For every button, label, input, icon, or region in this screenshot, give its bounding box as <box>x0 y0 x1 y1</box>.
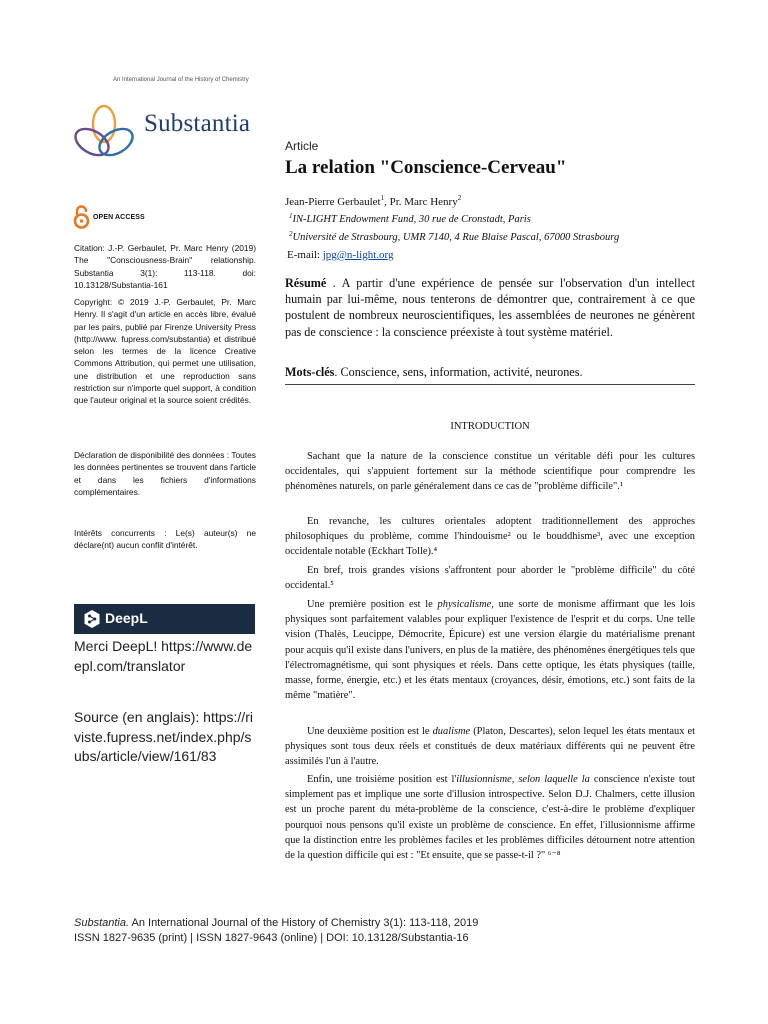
keywords-label: Mots-clés <box>285 365 335 379</box>
body-paragraph: En revanche, les cultures orientales adoptent traditionnellement des approches philosophiques du problème, comme l'hindouisme² ou le bouddhisme³, avec une exception occidentale notable (Eckhart Tolle).⁴ <box>285 516 695 558</box>
journal-tagline: An International Journal of the History of Chemistry <box>113 77 249 83</box>
keywords-divider <box>285 384 695 385</box>
deepl-banner <box>74 604 255 634</box>
body-paragraph: Sachant que la nature de la conscience constitue un véritable défi pour les cultures occidentales, qui s'appuient fortement sur la méthode scientifique pour comprendre les phénomènes naturels, on parle généralement dans ce cas de "problème difficile".¹ <box>285 451 695 493</box>
open-access-label: OPEN ACCESS <box>93 214 145 221</box>
citation-note: Citation: J.-P. Gerbaulet, Pr. Marc Henry (2019) The "Consciousness-Brain" relationship. Substantia 3(1): 113-118. doi: 10.13128/Substantia-161 <box>74 243 256 290</box>
author-name: Jean-Pierre Gerbaulet <box>285 196 381 208</box>
affiliation-marker: 1 <box>380 194 385 202</box>
affiliation-2 <box>289 232 619 243</box>
abstract <box>285 275 695 340</box>
body-paragraph <box>285 772 695 863</box>
email-link[interactable]: jpg@n-light.org <box>322 249 394 261</box>
affiliation-1 <box>289 214 531 225</box>
abstract-label: Résumé <box>285 276 327 290</box>
article-title: La relation "Conscience-Cerveau" <box>285 157 567 178</box>
section-heading: INTRODUCTION <box>450 421 530 432</box>
email-label: E-mail: <box>287 249 323 261</box>
paragraph-text: Une deuxième position est le <box>307 726 433 737</box>
author-name: , Pr. Marc Henry <box>384 196 458 208</box>
keywords <box>285 365 695 380</box>
body-paragraph: En bref, trois grandes visions s'affrontent pour aborder le "problème difficile" du côté occidental.⁵ <box>285 565 695 592</box>
email-line <box>287 249 393 261</box>
paragraph-text: (Platon, Descartes), selon lequel les états mentaux et physiques sont tous deux réels et constitués de deux matériaux différents qui ne peuvent être assimilés l'un à l'autre. <box>285 726 695 768</box>
competing-interests-note: Intérêts concurrents : Le(s) auteur(s) ne déclare(nt) aucun conflit d'intérêt. <box>74 528 256 551</box>
affiliation-text: IN-LIGHT Endowment Fund, 30 rue de Cronstadt, Paris <box>292 214 531 225</box>
affiliation-marker: 2 <box>289 230 293 238</box>
body-paragraph <box>285 724 695 770</box>
article-type-label: Article <box>285 139 319 153</box>
open-access-lock-icon <box>73 205 90 229</box>
substantia-logo-icon <box>72 104 136 160</box>
keywords-text: . Conscience, sens, information, activité, neurones. <box>334 365 583 379</box>
footer-journal-line <box>74 916 478 931</box>
body-paragraph <box>285 597 695 703</box>
emphasis-term: illusionnisme, selon laquelle la <box>456 774 590 785</box>
source-link[interactable]: Source (en anglais): https://riviste.fupress.net/index.php/subs/article/view/161/83 <box>74 709 253 764</box>
author-list <box>285 196 461 208</box>
footer-journal-name: Substantia. <box>74 917 130 929</box>
affiliation-marker: 1 <box>289 212 293 220</box>
deepl-logo-icon <box>84 610 100 628</box>
affiliation-text: Université de Strasbourg, UMR 7140, 4 Rue Blaise Pascal, 67000 Strasbourg <box>292 232 620 243</box>
emphasis-term: dualisme <box>432 726 471 737</box>
copyright-note: Copyright: © 2019 J.-P. Gerbaulet, Pr. Marc Henry. Il s'agit d'un article en accès libre, évalué par les pairs, publié par Firenze University Press (http://www. fupress.com/substantia) et distribué selon les termes de la licence Creative Commons Attribution, qui permet une utilisation, une distribution et une reproduction sans restriction sur n'importe quel support, à condition que l'auteur original et la source soient crédités. <box>74 297 256 406</box>
deepl-brand-label: DeepL <box>105 610 148 626</box>
paragraph-text: Enfin, une troisième position est l' <box>307 774 457 785</box>
paragraph-text: , une sorte de monisme affirmant que les lois physiques sont parfaitement valables pour expliquer l'existence de l'esprit et du corps. Une telle vision (Thalès, Leucippe, Démocrite, Épicure) est une version élargie du matérialisme prenant pour acquis qu'il existe dans l'univers, en plus de la matière, des phénomènes énergétiques tels que l'électromagnétisme, qui sont physiques et réels. Dans cette optique, les états physiques (taille, masse, forme, énergie, etc.) et les états mentaux (croyances, désir, émotions, etc.) sont faits de la même "matière". <box>285 599 696 702</box>
data-availability-note: Déclaration de disponibilité des données : Toutes les données pertinentes se trouvent dans l'article et dans les fichiers d'informations complémentaires. <box>74 450 256 497</box>
footer-issn-line: ISSN 1827-9635 (print) | ISSN 1827-9643 (online) | DOI: 10.13128/Substantia-16 <box>74 932 469 944</box>
affiliation-marker: 2 <box>457 194 462 202</box>
page-footer <box>74 916 478 946</box>
deepl-thanks-link[interactable]: Merci DeepL! https://www.deepl.com/translator <box>74 638 253 674</box>
paragraph-text: conscience n'existe tout simplement pas et implique une sorte d'illusion introspective. Selon D.J. Chalmers, cette illusion est un proche parent du méta-problème de la conscience, c'est-à-dire le problème d'expliquer pourquoi nous pensons qu'il existe un problème de conscience. En effet, l'illusionnisme affirme que la distinction entre les problèmes faciles et les problèmes difficiles détournent notre attention de la question difficile qui est : "Et ensuite, que se passe-t-il ?" ⁶⁻⁸ <box>285 774 695 862</box>
abstract-text: . A partir d'une expérience de pensée sur l'observation d'un intellect humain par lui-même, nous tenterons de démontrer que, contrairement à ce que postulent de nombreux neuroscientifiques, les assemblées de neurones ne génèrent pas de conscience : la conscience préexiste à tout système matériel. <box>285 276 695 339</box>
journal-brand-name: Substantia <box>144 110 251 137</box>
footer-journal-details: An International Journal of the History of Chemistry 3(1): 113-118, 2019 <box>129 917 479 929</box>
emphasis-term: physicalisme <box>437 599 492 610</box>
paragraph-text: Une première position est le <box>307 599 438 610</box>
